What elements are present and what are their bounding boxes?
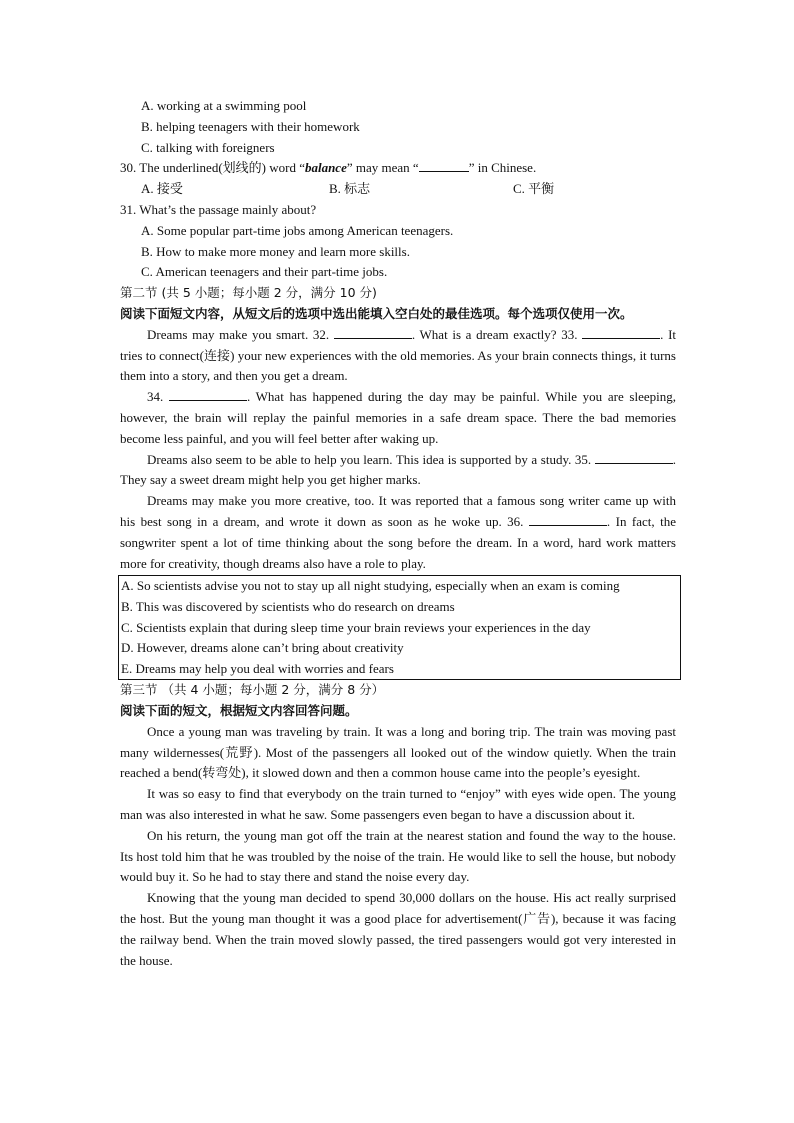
p1-text-c: . It tries to connect(连接) your new experiences with the old memories. As your brain connects things, it turns them into a story, and then you get a dream. [120,326,677,384]
p2-text-b: . What has happened during the day may be painful. While you are sleeping, however, the brain will replay the painful memories in a safe dream space. There the bad memories become less painful, and you will feel better after waking up. [120,389,676,446]
section2-paragraph-3 [120,450,676,492]
section2-paragraph-1 [120,325,676,387]
q30-options [120,179,676,200]
section3-paragraph-2: It was so easy to find that everybody on the train turned to “enjoy” with eyes wide open. The young man was also interested in what he saw. Some passengers even began to have a discussion about it. [120,786,676,823]
section2-option-e: E. Dreams may help you deal with worries and fears [121,660,394,676]
p4-text-a: Dreams may make you more creative, too. It was reported that a famous song writer came up with his best song in a dream, and wrote it down as soon as he woke up. 36. [120,493,676,529]
section2-option-a: A. So scientists advise you not to stay up all night studying, especially when an exam is coming [121,578,620,594]
q30-underlined-word: balance [304,160,347,176]
q30-stem [120,158,676,179]
blank-36[interactable] [529,514,607,526]
section2-paragraph-2 [120,387,676,449]
q31-option-c: C. American teenagers and their part-time jobs. [141,264,388,280]
p3-text-a: Dreams also seem to be able to help you learn. This idea is supported by a study. 35. [147,451,592,467]
section2-heading: 第二节 (共 5 小题；每小题 2 分，满分 10 分) [120,285,377,301]
section3-instruction: 阅读下面的短文，根据短文内容回答问题。 [120,703,358,719]
blank-35[interactable] [595,452,673,464]
section3-paragraph-1: Once a young man was traveling by train. It was a long and boring trip. The train was moving past many wildernesses(荒野). Most of the passengers all looked out of the window quietly. When the train reached a bend(转弯处), it slowed down and then a common house came into the people’s eyesight. [120,723,676,781]
q29-option-c: C. talking with foreigners [141,139,275,155]
blank-33[interactable] [582,327,660,339]
section3-paragraph-3: On his return, the young man got off the train at the nearest station and found the way to the house. Its host told him that he was troubled by the noise of the train. He would like to sell the house, but nobody would buy it. So he had to stay there and stand the noise every day. [120,827,676,885]
section3-heading: 第三节 （共 4 小题；每小题 2 分，满分 8 分） [120,682,385,698]
q31-option-b: B. How to make more money and learn more skills. [141,243,410,259]
q30-suffix: ” in Chinese. [468,160,537,176]
section2-instruction: 阅读下面短文内容，从短文后的选项中选出能填入空白处的最佳选项。每个选项仅使用一次。 [120,305,633,321]
p4-text-b: . In fact, the songwriter spent a lot of time thinking about the song before the dream. In a word, hard work matters more for creativity, though dreams also have a role to play. [120,513,676,571]
section2-options-box [118,575,681,680]
section2-option-d: D. However, dreams alone can’t bring about creativity [121,640,404,656]
q30-option-b: B. 标志 [329,181,371,197]
p2-text-a: 34. [147,389,164,405]
q30-option-a: A. 接受 [141,181,183,197]
section2-option-c: C. Scientists explain that during sleep time your brain reviews your experiences in the day [121,619,591,635]
q30-prefix: 30. The underlined(划线的) word “ [120,160,305,176]
blank-34[interactable] [169,389,247,401]
q30-middle: ” may mean “ [346,160,419,176]
q31-option-a: A. Some popular part-time jobs among American teenagers. [141,222,454,238]
p1-text-a: Dreams may make you smart. 32. [147,326,330,342]
p1-text-b: . What is a dream exactly? 33. [411,326,578,342]
blank-32[interactable] [334,327,412,339]
q30-blank[interactable] [419,160,469,172]
section2-paragraph-4 [120,491,676,574]
q30-option-c: C. 平衡 [513,181,555,197]
q29-option-b: B. helping teenagers with their homework [141,118,360,134]
exam-page [120,96,676,971]
q29-option-a: A. working at a swimming pool [141,98,307,113]
p3-text-b: . They say a sweet dream might help you get higher marks. [120,451,677,488]
section3-paragraph-4: Knowing that the young man decided to spend 30,000 dollars on the house. His act really surprised the host. But the young man thought it was a good place for advertisement(广告), because it was facing the railway bend. When the train moved slowly passed, the tired passengers would got very interested in the house. [120,890,676,968]
section2-option-b: B. This was discovered by scientists who do research on dreams [121,598,455,614]
q31-stem: 31. What’s the passage mainly about? [120,201,317,217]
